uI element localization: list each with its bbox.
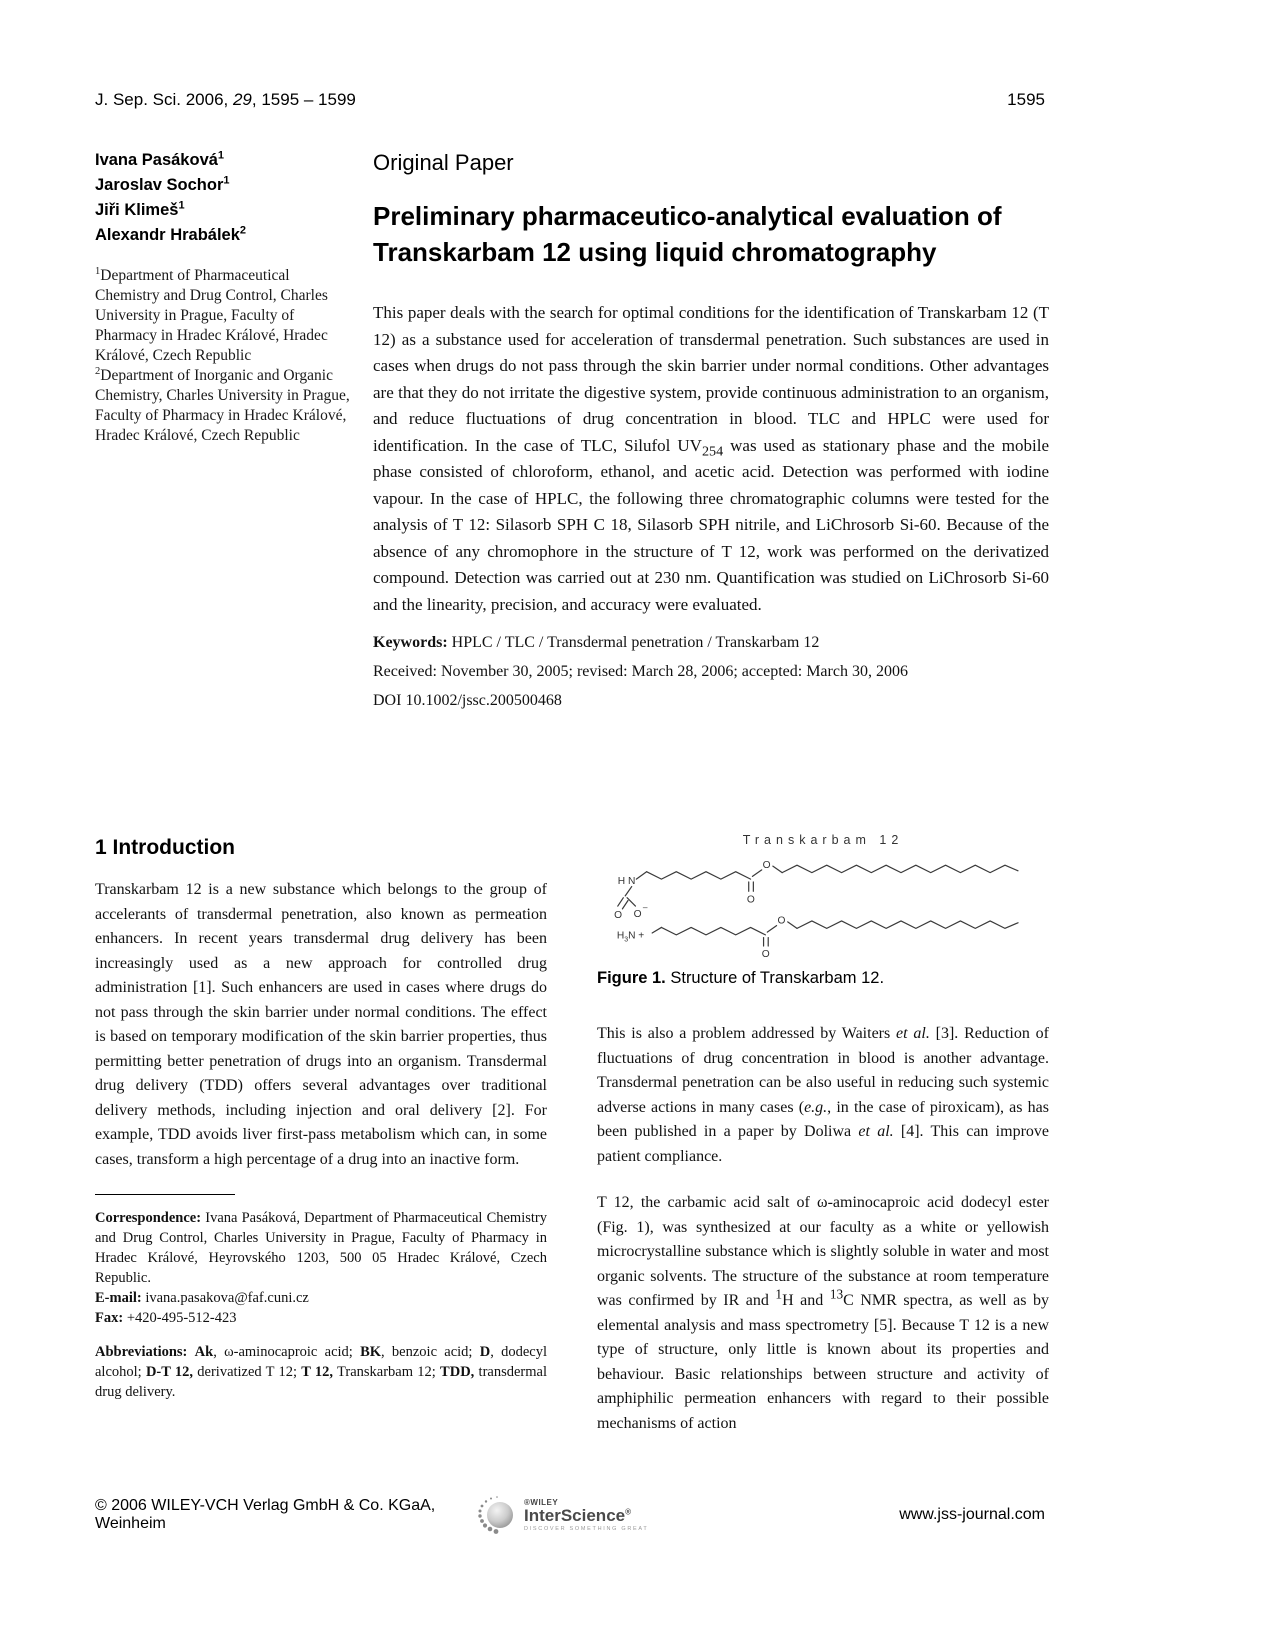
doi: DOI 10.1002/jssc.200500468 — [373, 692, 562, 709]
right-column — [597, 833, 1049, 1436]
author-name: Jaroslav Sochor — [95, 176, 224, 194]
affiliations — [95, 266, 351, 446]
fax-line: Fax: +420-495-512-423 — [95, 1310, 237, 1326]
svg-text:H3N +: $H_3N$ + — [616, 930, 645, 944]
article-type-label: Original Paper — [373, 150, 514, 175]
atom-label: O — [633, 909, 642, 921]
logo-text — [524, 1498, 648, 1532]
affiliation-item — [95, 266, 351, 366]
section-heading-introduction: 1 Introduction — [95, 836, 235, 859]
received-dates: Received: November 30, 2005; revised: March 28, 2006; accepted: March 30, 2006 — [373, 663, 908, 680]
author-affiliation-marker: 1 — [223, 174, 230, 187]
logo-interscience-text: InterScience® — [524, 1506, 632, 1525]
copyright: © 2006 WILEY-VCH Verlag GmbH & Co. KGaA, Weinheim — [95, 1497, 436, 1532]
chemical-structure-svg — [597, 855, 1049, 959]
affiliation-text: Department of Pharmaceutical Chemistry and Drug Control, Charles University in Prague, Faculty of Pharmacy in Hradec Králové, Hradec Králové, Czech Republic — [95, 267, 328, 364]
author-name: Alexandr Hrabálek — [95, 226, 240, 244]
abstract: This paper deals with the search for optimal conditions for the identification of Transkarbam 12 (T 12) as a substance used for acceleration of transdermal penetration. Such substances are used in cases when drugs do not pass through the skin barrier under normal conditions. Other advantages are that they do not irritate the digestive system, provide continuous administration to an organism, and reduce fluctuations of drug concentration in blood. TLC and HPLC were used for identification. In the case of TLC, Silufol $UV_{254}$ was used as stationary phase and the mobile phase consisted of chloroform, ethanol, and acetic acid. Detection was performed with iodine vapour. In the case of HPLC, the following three chromatographic columns were tested for the analysis of T 12: Silasorb SPH C 18, Silasorb SPH nitrile, and LiChrosorb Si-60. Because of the absence of any chromophore in the structure of T 12, work was performed on the derivatized compound. Detection was carried out at 230 nm. Quantification was studied on LiChrosorb Si-60 and the linearity, precision, and accuracy were evaluated. — [373, 303, 1049, 614]
atom-label: O — [777, 915, 786, 927]
atom-label: H — [617, 875, 626, 887]
atom-label: O — [762, 860, 771, 871]
figure-compound-label: Transkarbam 12 — [742, 833, 904, 847]
journal-citation: J. Sep. Sci. 2006, 29, 1595 – 1599 — [95, 90, 356, 109]
atom-label: O — [746, 894, 755, 906]
affiliation-item — [95, 366, 351, 446]
email-line: E-mail: ivana.pasakova@faf.cuni.cz — [95, 1290, 309, 1306]
article-title: Preliminary pharmaceutico-analytical evaluation of Transkarbam 12 using liquid chromatography — [373, 201, 1002, 267]
author — [95, 148, 246, 173]
correspondence: Correspondence: Ivana Pasáková, Department of Pharmaceutical Chemistry and Drug Control, Charles University in Prague, Faculty of Pharmacy in Hradec Králové, Heyrovského 1203, 500 05 Hradec Králové, Czech Republic. — [95, 1210, 547, 1286]
author-affiliation-marker: 1 — [217, 149, 225, 162]
atom-label: O — [761, 949, 770, 959]
journal-url: www.jss-journal.com — [899, 1506, 1045, 1523]
author-name: Jiři Klimeš — [95, 201, 179, 219]
page-number: 1595 — [1007, 90, 1045, 109]
author — [95, 173, 246, 198]
author-affiliation-marker: 2 — [239, 224, 247, 237]
bottom-molecule — [617, 916, 1018, 959]
author-list — [95, 148, 246, 248]
left-column — [95, 836, 547, 1402]
author-affiliation-marker: 1 — [178, 199, 185, 212]
page-footer — [95, 1494, 1045, 1536]
figure-1 — [597, 833, 1049, 988]
author-name: Ivana Pasáková — [95, 151, 218, 169]
affiliation-marker: 2 — [95, 365, 101, 377]
logo-wiley-text: ®WILEY — [524, 1498, 559, 1507]
footnote-block — [95, 1194, 547, 1402]
keywords: Keywords: HPLC / TLC / Transdermal penetration / Transkarbam 12 — [373, 634, 820, 651]
affiliation-marker: 1 — [95, 265, 101, 277]
affiliation-text: Department of Inorganic and Organic Chemistry, Charles University in Prague, Faculty of Pharmacy in Hradec Králové, Hradec Králové, Czech Republic — [95, 367, 350, 444]
author — [95, 223, 246, 248]
atom-label: O — [614, 910, 623, 922]
atom-label: N — [628, 875, 636, 887]
running-head — [95, 90, 1045, 110]
wiley-sphere-icon — [475, 1494, 521, 1536]
abstract-block — [373, 300, 1049, 710]
charge-label: – — [642, 901, 648, 912]
intro-paragraph: Transkarbam 12 is a new substance which belongs to the group of accelerants of transdermal penetration, also known as permeation enhancers. In recent years transdermal drug delivery has been increasingly used as a new approach for controlled drug administration [1]. Such enhancers are used in cases where drugs do not pass through the skin barrier under normal conditions. The effect is based on temporary modification of the skin barrier properties, thus permitting better penetration of drugs into an organism. Transdermal drug delivery (TDD) offers several advantages over traditional delivery methods, including injection and oral delivery [2]. For example, TDD avoids liver first-pass metabolism which can, in some cases, transform a high percentage of a drug into an inactive form. — [95, 881, 547, 1168]
author — [95, 198, 246, 223]
paragraph: This is also a problem addressed by Waiters et al. [3]. Reduction of fluctuations of drug concentration in blood is another advantage. Transdermal penetration can be also useful in reducing such systemic adverse actions in many cases (e.g., in the case of piroxicam), as has been published in a paper by Doliwa et al. [4]. This can improve patient compliance. — [597, 1025, 1050, 1165]
footnote-rule — [95, 1194, 235, 1195]
figure-caption: Figure 1. Structure of Transkarbam 12. — [597, 969, 885, 987]
paragraph: T 12, the carbamic acid salt of ω-aminocaproic acid dodecyl ester (Fig. 1), was synthesized at our faculty as a white or yellowish microcrystalline substance which is slightly soluble in water and most organic solvents. The structure of the substance at room temperature was confirmed by IR and $^1$H and $^{13}$C NMR spectra, as well as by elemental analysis and mass spectrometry [5]. Because T 12 is a new type of structure, only little is known about its properties and behaviour. Basic relationships between structure and activity of amphiphilic permeation enhancers with regard to their possible mechanisms of action — [597, 1194, 1050, 1432]
logo-tagline: DISCOVER SOMETHING GREAT — [524, 1526, 649, 1532]
top-molecule — [614, 860, 1018, 921]
abbreviations: Abbreviations: Ak, ω-aminocaproic acid; BK, benzoic acid; D, dodecyl alcohol; D-T 12, derivatized T 12; T 12, Transkarbam 12; TDD, transdermal drug delivery. — [95, 1344, 547, 1400]
interscience-logo — [475, 1494, 665, 1536]
